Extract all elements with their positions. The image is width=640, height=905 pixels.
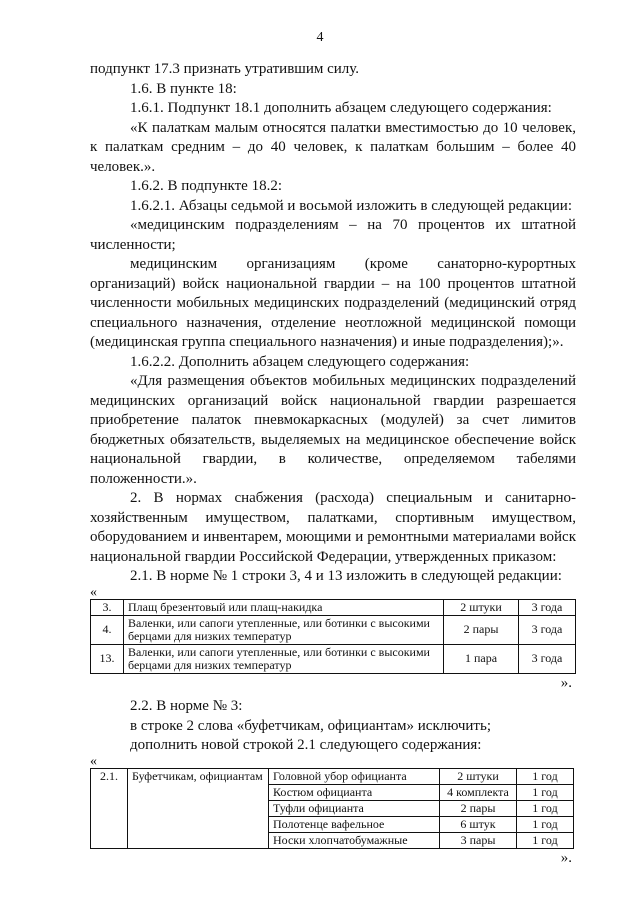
row-number: 4. bbox=[91, 615, 124, 644]
paragraph-2-2: 2.2. В норме № 3: bbox=[130, 698, 243, 714]
paragraph-tents-quote: «К палаткам малым относятся палатки вместимостью до 10 человек, к палаткам средним – до 40 человек, к палаткам большим – более 40 человек.». bbox=[90, 119, 576, 175]
paragraph-medical-organizations: медицинским организациям (кроме санаторно-курортных организаций) войск национальной гвардии – на 100 процентов штатной численности мобильных медицинских подразделений (медицинский отряд специального назначения, отделение неотложной медицинской помощи (медицинская группа специального назначения) и иные подразделения);». bbox=[90, 256, 576, 350]
table-row bbox=[91, 644, 576, 673]
item-period: 1 год bbox=[517, 768, 574, 784]
row-number: 3. bbox=[91, 599, 124, 615]
paragraph-1-6-2-2: 1.6.2.2. Дополнить абзацем следующего содержания: bbox=[130, 353, 470, 370]
item-name: Плащ брезентовый или плащ-накидка bbox=[124, 599, 444, 615]
paragraph-1-6: 1.6. В пункте 18: bbox=[130, 80, 237, 97]
table-row bbox=[91, 768, 574, 784]
norm-1-table bbox=[90, 599, 576, 674]
item-name: Валенки, или сапоги утепленные, или ботинки с высокими берцами для низких температур bbox=[124, 615, 444, 644]
item-name: Валенки, или сапоги утепленные, или ботинки с высокими берцами для низких температур bbox=[124, 644, 444, 673]
quote-close-1: ». bbox=[560, 674, 572, 691]
item-quantity: 4 комплекта bbox=[440, 784, 517, 800]
item-quantity: 1 пара bbox=[444, 644, 519, 673]
item-quantity: 2 пары bbox=[440, 800, 517, 816]
table-row bbox=[91, 615, 576, 644]
row-number: 2.1. bbox=[91, 768, 128, 848]
paragraph-2-norms: 2. В нормах снабжения (расхода) специальным и санитарно-хозяйственным имуществом, палатками, спортивным имуществом, оборудованием и инвентарем, моющими и ремонтными материалами войск национальной гвардии Российской Федерации, утвержденных приказом: bbox=[90, 490, 576, 565]
item-name: Носки хлопчатобумажные bbox=[269, 832, 440, 848]
paragraph-1-6-1: 1.6.1. Подпункт 18.1 дополнить абзацем следующего содержания: bbox=[130, 100, 552, 116]
item-name: Головной убор официанта bbox=[269, 768, 440, 784]
item-name: Туфли официанта bbox=[269, 800, 440, 816]
paragraph-exclude-words: в строке 2 слова «буфетчикам, официантам» исключить; bbox=[130, 717, 491, 734]
paragraph-add-row: дополнить новой строкой 2.1 следующего содержания: bbox=[130, 737, 482, 753]
paragraph-medical-units: «медицинским подразделениям – на 70 процентов их штатной численности; bbox=[90, 217, 576, 253]
item-period: 3 года bbox=[519, 599, 576, 615]
quote-open-2: « bbox=[90, 753, 97, 769]
item-period: 1 год bbox=[517, 800, 574, 816]
row-number: 13. bbox=[91, 644, 124, 673]
paragraph-pneumo-tents: «Для размещения объектов мобильных медицинских подразделений медицинских организаций войск национальной гвардии разрешается приобретение палаток пневмокаркасных (модулей) за счет лимитов бюджетных обязательств, выделяемых на медицинское обеспечение войск национальной гвардии, в количестве, определяемом табелями положенности.». bbox=[90, 373, 576, 487]
paragraph-1-6-2-1: 1.6.2.1. Абзацы седьмой и восьмой изложить в следующей редакции: bbox=[130, 197, 572, 214]
quote-close-2: ». bbox=[560, 849, 572, 866]
paragraph-2-1: 2.1. В норме № 1 строки 3, 4 и 13 изложить в следующей редакции: bbox=[130, 568, 562, 584]
item-quantity: 6 штук bbox=[440, 816, 517, 832]
item-period: 1 год bbox=[517, 832, 574, 848]
item-name: Полотенце вафельное bbox=[269, 816, 440, 832]
item-name: Костюм официанта bbox=[269, 784, 440, 800]
quote-open-1: « bbox=[90, 584, 97, 600]
item-quantity: 3 пары bbox=[440, 832, 517, 848]
norm-3-table bbox=[90, 768, 574, 849]
item-quantity: 2 пары bbox=[444, 615, 519, 644]
paragraph-1-6-2: 1.6.2. В подпункте 18.2: bbox=[130, 178, 283, 194]
item-period: 3 года bbox=[519, 644, 576, 673]
item-period: 3 года bbox=[519, 615, 576, 644]
table-row bbox=[91, 599, 576, 615]
item-quantity: 2 штуки bbox=[444, 599, 519, 615]
document-body bbox=[90, 60, 576, 868]
group-name: Буфетчикам, официантам bbox=[128, 768, 269, 848]
item-period: 1 год bbox=[517, 784, 574, 800]
paragraph-17-3: подпункт 17.3 признать утратившим силу. bbox=[90, 61, 360, 77]
item-quantity: 2 штуки bbox=[440, 768, 517, 784]
page-number: 4 bbox=[316, 30, 324, 45]
item-period: 1 год bbox=[517, 816, 574, 832]
